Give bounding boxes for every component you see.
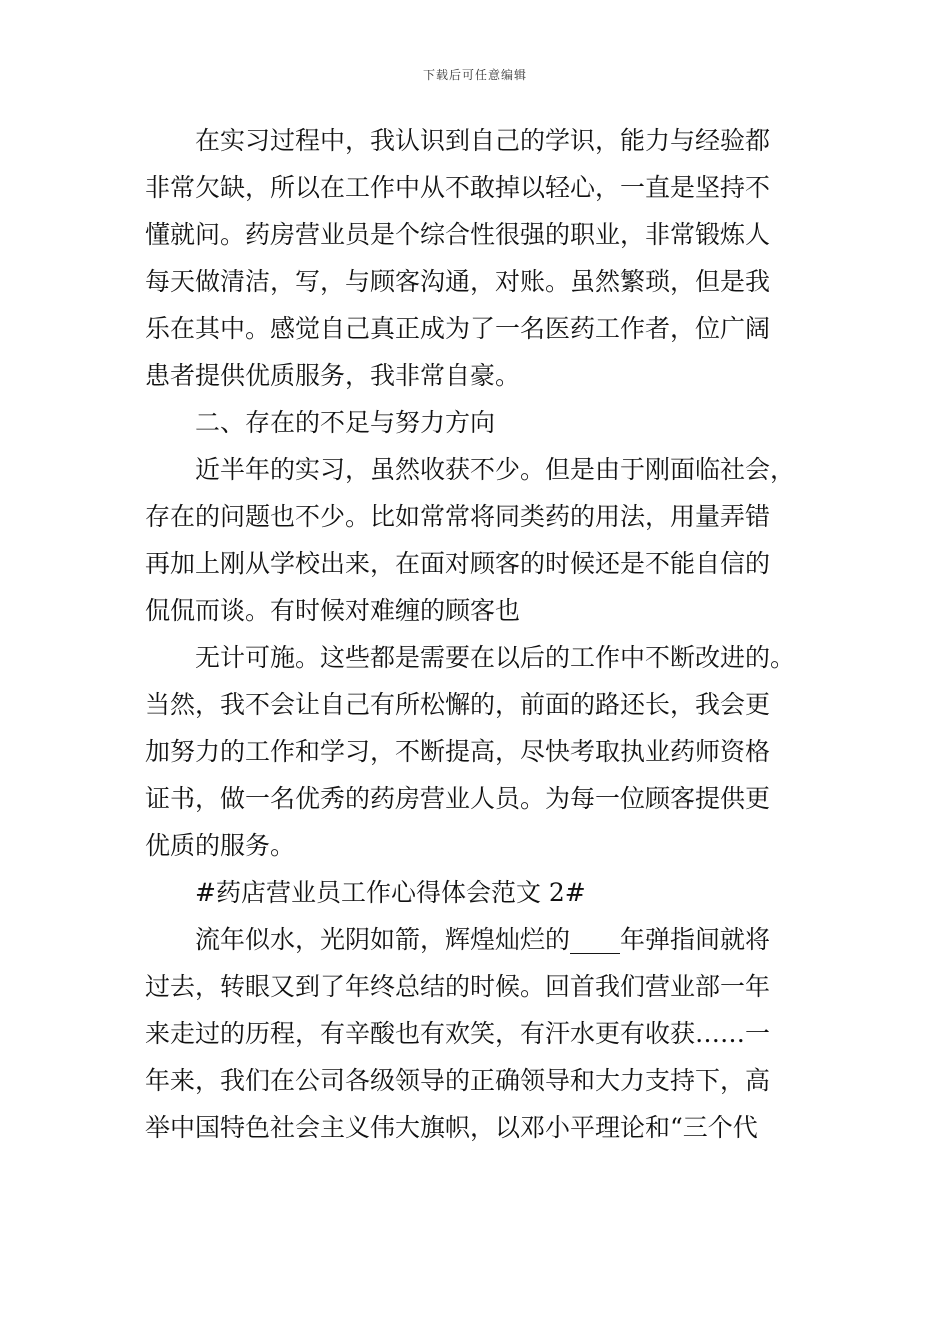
text-line: 过去，转眼又到了年终总结的时候。回首我们营业部一年: [145, 972, 771, 1001]
text-line: 每天做清洁，写，与顾客沟通，对账。虽然繁琐，但是我: [145, 267, 771, 296]
text-line: 年来，我们在公司各级领导的正确领导和大力支持下，高: [145, 1066, 771, 1095]
text-line: 再加上刚从学校出来，在面对顾客的时候还是不能自信的: [145, 549, 771, 578]
text-line: 存在的问题也不少。比如常常将同类药的用法，用量弄错: [145, 502, 771, 531]
text-line: 患者提供优质服务，我非常自豪。: [145, 361, 521, 390]
page-header: 下载后可任意编辑: [422, 68, 527, 82]
text-line: 当然，我不会让自己有所松懈的，前面的路还长，我会更: [145, 690, 771, 719]
text-line: 无计可施。这些都是需要在以后的工作中不断改进的。: [195, 643, 796, 672]
text-line: 优质的服务。: [145, 831, 296, 860]
text-line: 举中国特色社会主义伟大旗帜，以邓小平理论和“三个代: [145, 1113, 758, 1142]
section-heading: 二、存在的不足与努力方向: [195, 408, 496, 437]
text-line: 懂就问。药房营业员是个综合性很强的职业，非常锻炼人: [145, 220, 771, 249]
text-line: 证书，做一名优秀的药房营业人员。为每一位顾客提供更: [145, 784, 771, 813]
section-heading: #药店营业员工作心得体会范文 2#: [195, 878, 586, 907]
text-line: 近半年的实习，虽然收获不少。但是由于刚面临社会，: [195, 455, 796, 484]
text-line: 流年似水，光阴如箭，辉煌灿烂的____年弹指间就将: [195, 925, 771, 954]
text-line: 来走过的历程，有辛酸也有欢笑，有汗水更有收获……一: [145, 1019, 771, 1048]
text-line: 非常欠缺，所以在工作中从不敢掉以轻心，一直是坚持不: [145, 173, 771, 202]
text-line: 乐在其中。感觉自己真正成为了一名医药工作者，位广阔: [145, 314, 771, 343]
text-line: 在实习过程中，我认识到自己的学识，能力与经验都: [195, 126, 771, 155]
text-line: 加努力的工作和学习，不断提高，尽快考取执业药师资格: [145, 737, 771, 766]
text-line: 侃侃而谈。有时候对难缠的顾客也: [145, 596, 521, 625]
